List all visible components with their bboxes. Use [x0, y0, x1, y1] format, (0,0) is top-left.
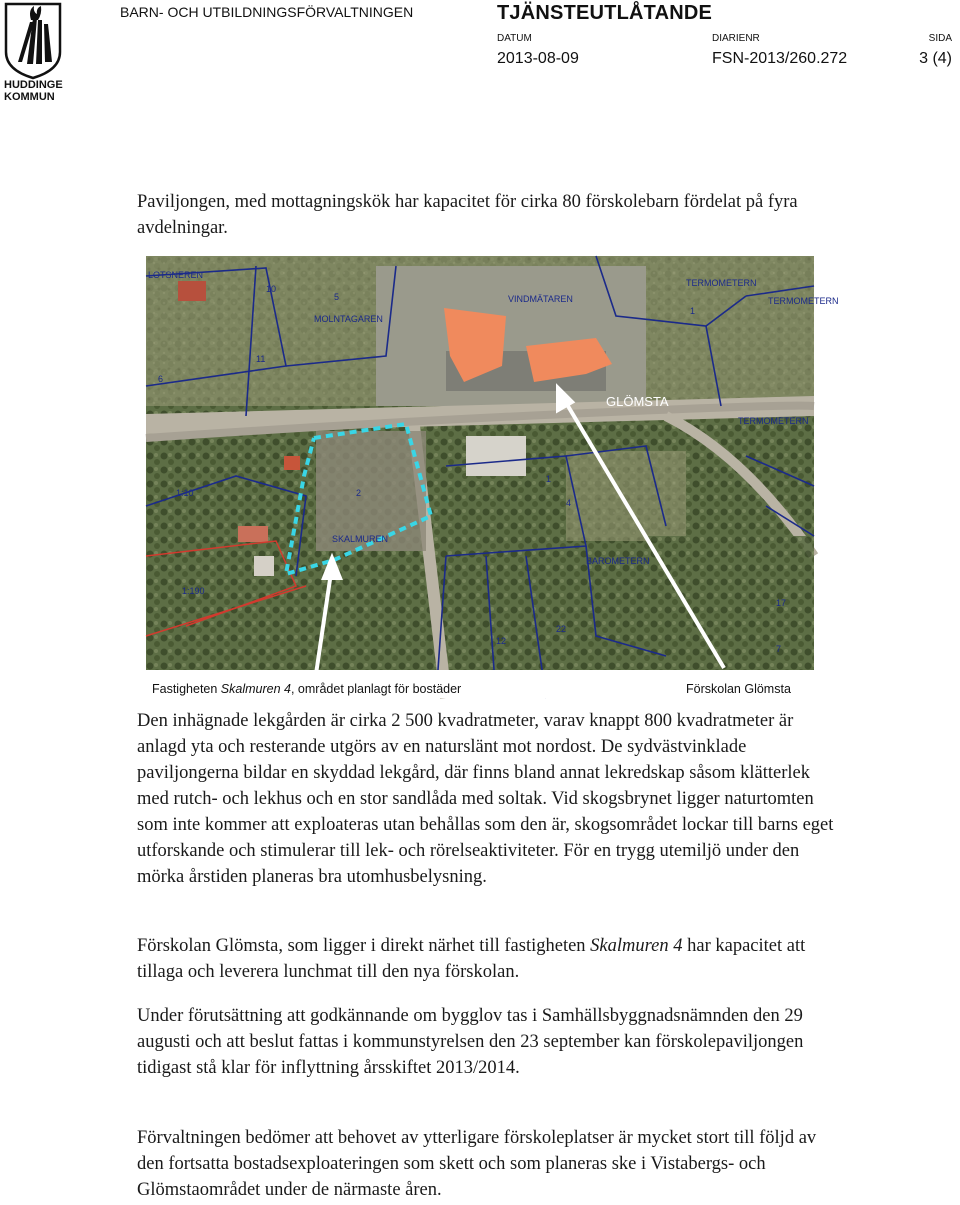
- organization-name: BARN- OCH UTBILDNINGSFÖRVALTNINGEN: [120, 4, 414, 20]
- map-label-vindmataren: VINDMÄTAREN: [508, 294, 573, 304]
- map-label: 11: [256, 354, 266, 364]
- map-label: 1: [690, 306, 696, 316]
- map-label: 1: [546, 474, 552, 484]
- intro-paragraph: Paviljongen, med mottagningskök har kapacitet för cirka 80 förskolebarn fördelat på fyra avdelningar.: [137, 192, 798, 238]
- map-label-termometern-2: TERMOMETERN: [768, 296, 839, 306]
- map-label: 1:10: [176, 488, 194, 498]
- paragraph-glomsta: Förskolan Glömsta, som ligger i direkt närhet till fastigheten Skalmuren 4 har kapacitet att tillaga och leverera lunchmat till den nya förskolan.: [137, 936, 806, 982]
- map-label: 7: [776, 644, 782, 654]
- page-label: SIDA: [928, 33, 952, 44]
- map-label-molntagaren: MOLNTAGAREN: [314, 314, 383, 324]
- date-value: 2013-08-09: [497, 50, 579, 67]
- document-type: TJÄNSTEUTLÅTANDE: [497, 2, 713, 24]
- paragraph-building-permit: Under förutsättning att godkännande om bygglov tas i Samhällsbyggnadsnämnden den 29 augusti och att beslut fattas i kommunstyrelsen den 23 september kan förskolepaviljongen tidigast stå klar för inflyttning årsskiftet 2013/2014.: [137, 1006, 804, 1078]
- map-label-termometern: TERMOMETERN: [686, 278, 757, 288]
- map-caption-right: Förskolan Glömsta: [686, 682, 791, 696]
- map-label-termometern-3: TERMOMETERN: [738, 416, 809, 426]
- huddinge-kommun-logo: [0, 0, 66, 108]
- reference-label: DIARIENR: [712, 33, 760, 44]
- map-label: 12: [496, 636, 507, 646]
- map-label: 5: [334, 292, 340, 302]
- map-caption-left: Fastigheten Skalmuren 4, området planlagt för bostäder: [152, 682, 462, 696]
- map-label-barometern: BAROMETERN: [586, 556, 650, 566]
- logo-text: HUDDINGE KOMMUN: [4, 79, 63, 103]
- reference-value: FSN-2013/260.272: [712, 50, 848, 67]
- page-value: 3 (4): [919, 50, 952, 67]
- map-label: 1:190: [182, 586, 205, 596]
- map-label-skalmuren: SKALMUREN: [332, 534, 389, 544]
- aerial-map-image: [146, 256, 839, 698]
- map-label: 22: [556, 624, 567, 634]
- map-label-glomsta: GLÖMSTA: [606, 394, 669, 409]
- map-label: 4: [566, 498, 572, 508]
- map-label: 17: [776, 598, 787, 608]
- map-label: 10: [266, 284, 277, 294]
- map-label-lotsneren: LOTSNEREN: [148, 270, 204, 280]
- map-label: 6: [158, 374, 164, 384]
- aerial-map: [146, 256, 839, 698]
- paragraph-playground: Den inhägnade lekgården är cirka 2 500 kvadratmeter, varav knappt 800 kvadratmeter är anlagd yta och resterande utgörs av en naturslänt mot nordost. De sydvästvinklade paviljongerna bildar en skyddad lekgård, där finns bland annat lekredskap såsom klätterlek med rutch- och lekhus och en stor sandlåda med soltak. Vid skogsbrynet ligger naturtomten som inte kommer att exploateras utan behållas som den är, skogsområdet lockar till barns eget utforskande och stimulerar till lek- och rörelseaktiviteter. För en trygg utemiljö under den mörka årstiden planeras bra utomhusbelysning.: [137, 711, 834, 887]
- coat-of-arms-icon: [0, 0, 66, 80]
- date-label: DATUM: [497, 33, 532, 44]
- map-label: 2: [356, 488, 362, 498]
- paragraph-demand: Förvaltningen bedömer att behovet av ytterligare förskoleplatser är mycket stort till följd av den fortsatta bostadsexploateringen som skett och som planeras ske i Vistabergs- och Glömstaområdet under de närmaste åren.: [137, 1128, 817, 1200]
